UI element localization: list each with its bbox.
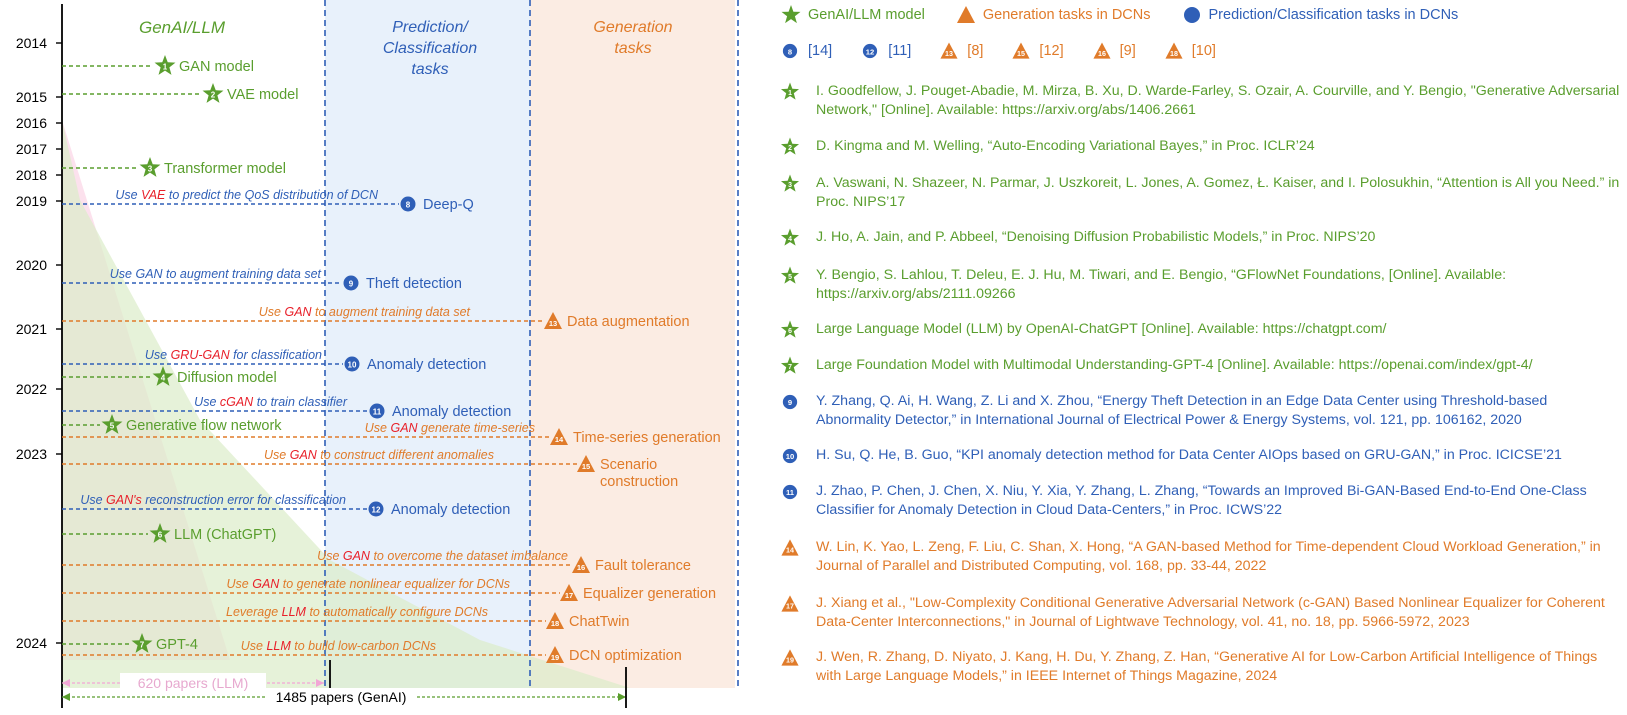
model-label: Diffusion model xyxy=(177,370,277,386)
marker-number: 9 xyxy=(787,398,793,407)
reference-text: Large Language Model (LLM) by OpenAI-ChatGPT [Online]. Available: https://chatgpt.com/ xyxy=(816,321,1387,337)
reference-text: D. Kingma and M. Welling, “Auto-Encoding Variational Bayes,” in Proc. ICLR’24 xyxy=(816,138,1315,154)
citation-ref: [14] xyxy=(808,43,833,59)
orange-marker-icon xyxy=(1011,41,1031,61)
marker-number: 3 xyxy=(788,182,792,189)
orange-marker-icon xyxy=(939,41,959,61)
reference-text: J. Zhao, P. Chen, J. Chen, X. Niu, Y. Xia, Y. Zhang, L. Zhang, “Towards an Improved Bi-GAN-Based End-to-End One-Class Classifier for Anomaly Detection in Cloud Data-Centers,” in Proc. ICWS’22 xyxy=(816,483,1587,518)
llm-papers-label: 620 papers (LLM) xyxy=(137,675,249,691)
year-label: 2014 xyxy=(15,35,47,51)
legend-genai-label: GenAI/LLM model xyxy=(808,7,925,23)
marker-number: 10 xyxy=(347,360,357,370)
generation-task-label: construction xyxy=(600,474,679,490)
marker-number: 4 xyxy=(788,236,792,243)
task-annotation: Use GAN's reconstruction error for classification xyxy=(80,493,346,507)
green-marker-icon xyxy=(780,137,800,157)
citation-ref: [12] xyxy=(1039,43,1064,59)
blue-marker-icon xyxy=(780,392,800,412)
blue-marker-icon xyxy=(863,44,877,58)
citation-item xyxy=(939,41,983,61)
marker-number: 13 xyxy=(945,50,954,58)
reference-text: Y. Zhang, Q. Ai, H. Wang, Z. Li and X. Zhou, “Energy Theft Detection in an Edge Data Center using Threshold-based Abnormality Detector,” in International Journal of Electrical Power & Energy Systems, vol. 121, pp. 106162, 2020 xyxy=(816,393,1548,428)
marker-number: 5 xyxy=(788,274,792,281)
prediction-task-label: Anomaly detection xyxy=(391,502,511,518)
timeline-diagram xyxy=(0,0,740,715)
marker-number: 7 xyxy=(139,640,145,650)
legend-panel xyxy=(780,0,1627,715)
genai-papers-label: 1485 papers (GenAI) xyxy=(275,689,407,705)
model-label: Transformer model xyxy=(164,161,286,177)
marker-number: 7 xyxy=(788,364,792,371)
reference-text: W. Lin, K. Yao, L. Zeng, F. Liu, C. Shan, X. Hong, “A GAN-based Method for Time-dependent Cloud Workload Generation,” in Journal of Parallel and Distributed Computing, vol. 168, pp. 33-44, 2022 xyxy=(816,539,1601,574)
blue-marker-icon xyxy=(370,404,385,419)
marker-number: 19 xyxy=(786,656,794,665)
orange-marker-icon xyxy=(781,539,798,555)
blue-marker-icon xyxy=(780,482,800,502)
year-label: 2016 xyxy=(15,115,47,131)
model-label: GAN model xyxy=(179,59,254,75)
marker-number: 13 xyxy=(548,319,558,328)
marker-number: 1 xyxy=(788,90,792,97)
task-annotation: Use GAN to augment training data set xyxy=(258,305,470,319)
marker-number: 12 xyxy=(371,505,381,515)
green-marker-icon xyxy=(781,357,799,374)
marker-number: 16 xyxy=(576,563,586,572)
generation-column-bg xyxy=(530,0,735,688)
model-label: LLM (ChatGPT) xyxy=(174,527,277,543)
generation-task-label: ChatTwin xyxy=(569,614,630,630)
reference-text: J. Xiang et al., "Low-Complexity Conditional Generative Adversarial Network (c-GAN) Based Nonlinear Equalizer for Coherent Data-Center Interconnections," in Journal of Lightwave Technology, vol. 41, no. 18, pp. 5966-5972, 2023 xyxy=(816,595,1605,630)
blue-circle-icon xyxy=(1181,4,1203,26)
citation-row xyxy=(780,41,1244,61)
prediction-task-label: Anomaly detection xyxy=(367,357,487,373)
column-header-genai: GenAI/LLM xyxy=(139,18,225,37)
generation-task-label: Time-series generation xyxy=(573,430,721,446)
marker-number: 8 xyxy=(405,200,411,210)
year-label: 2018 xyxy=(15,167,47,183)
marker-number: 2 xyxy=(210,90,216,100)
orange-marker-icon xyxy=(941,42,958,58)
year-label: 2017 xyxy=(15,141,47,157)
marker-number: 16 xyxy=(1097,50,1106,58)
marker-number: 11 xyxy=(785,488,795,497)
citation-ref: [10] xyxy=(1191,43,1216,59)
marker-number: 15 xyxy=(1017,50,1026,58)
marker-number: 15 xyxy=(581,462,591,471)
blue-marker-icon xyxy=(345,357,360,372)
generation-task-label: Fault tolerance xyxy=(595,558,691,574)
year-label: 2024 xyxy=(15,635,47,651)
blue-marker-icon xyxy=(783,485,797,499)
green-marker-icon xyxy=(781,321,799,338)
marker-number: 4 xyxy=(160,373,166,383)
blue-marker-icon xyxy=(780,41,800,61)
blue-marker-icon xyxy=(780,446,800,466)
marker-number: 11 xyxy=(372,407,382,417)
task-annotation: Use GAN to construct different anomalies xyxy=(264,448,494,462)
citation-ref: [11] xyxy=(888,43,912,59)
generation-task-label: DCN optimization xyxy=(569,648,682,664)
year-axis-labels xyxy=(16,35,62,651)
marker-number: 6 xyxy=(788,328,792,335)
prediction-task-label: Anomaly detection xyxy=(392,404,512,420)
green-marker-icon xyxy=(781,175,799,192)
green-marker-icon xyxy=(780,174,800,194)
legend-generation-label: Generation tasks in DCNs xyxy=(982,7,1151,23)
generation-task-label: Data augmentation xyxy=(567,314,690,330)
orange-marker-icon xyxy=(1165,42,1182,58)
orange-marker-icon xyxy=(1093,42,1110,58)
blue-marker-icon xyxy=(369,502,384,517)
marker-number: 18 xyxy=(550,619,560,628)
orange-marker-icon xyxy=(1013,42,1030,58)
reference-text: Large Foundation Model with Multimodal Understanding-GPT-4 [Online]. Available: https://openai.com/index/gpt-4/ xyxy=(816,357,1533,373)
marker-number: 14 xyxy=(554,435,564,444)
orange-marker-icon xyxy=(781,649,798,665)
citation-item xyxy=(1011,41,1063,61)
marker-number: 1 xyxy=(162,62,168,72)
orange-marker-icon xyxy=(780,594,800,614)
task-annotation: Use GAN generate time-series xyxy=(364,421,535,435)
legend-prediction-label: Prediction/Classification tasks in DCNs xyxy=(1208,7,1459,23)
blue-marker-icon xyxy=(401,197,416,212)
green-star-icon xyxy=(780,4,802,26)
marker-number: 12 xyxy=(865,47,875,57)
blue-marker-icon xyxy=(344,276,359,291)
reference-text: J. Wen, R. Zhang, D. Niyato, J. Kang, H. Du, Y. Zhang, Z. Han, “Generative AI for Low-Carbon Artificial Intelligence of Things with Large Language Models,” in IEEE Internet of Things Magazine, 2024 xyxy=(816,649,1598,684)
reference-text: J. Ho, A. Jain, and P. Abbeel, “Denoising Diffusion Probabilistic Models,” in Proc. NIPS’20 xyxy=(816,229,1376,245)
column-header-generation-1: Generation xyxy=(593,19,673,36)
green-marker-icon xyxy=(781,138,799,155)
generation-task-label: Equalizer generation xyxy=(583,586,717,602)
marker-number: 19 xyxy=(550,653,560,662)
green-marker-icon xyxy=(155,55,176,75)
citation-item xyxy=(860,41,911,61)
model-label: GPT-4 xyxy=(156,637,198,653)
task-annotation: Use GAN to generate nonlinear equalizer for DCNs xyxy=(226,577,510,591)
year-label: 2019 xyxy=(15,193,47,209)
column-header-prediction-3: tasks xyxy=(411,61,449,78)
reference-text: Y. Bengio, S. Lahlou, T. Deleu, E. J. Hu, M. Tiwari, and E. Bengio, “GFlowNet Foundations, [Online]. Available: https://arxiv.org/abs/2111.09266 xyxy=(816,267,1507,302)
green-marker-icon xyxy=(140,157,161,177)
year-label: 2021 xyxy=(15,321,47,337)
orange-marker-icon xyxy=(1164,41,1184,61)
year-label: 2015 xyxy=(15,89,47,105)
green-marker-icon xyxy=(780,82,800,102)
task-annotation: Use cGAN to train classifier xyxy=(194,395,347,409)
reference-text: A. Vaswani, N. Shazeer, N. Parmar, J. Uszkoreit, L. Jones, A. Gomez, Ł. Kaiser, and I. Polosukhin, “Attention is All you Need.” in Proc. NIPS’17 xyxy=(816,175,1620,210)
generation-task-label: Scenario xyxy=(600,457,658,473)
blue-marker-icon xyxy=(783,449,797,463)
citation-ref: [9] xyxy=(1119,43,1136,59)
prediction-task-label: Deep-Q xyxy=(423,197,474,213)
green-marker-icon xyxy=(780,356,800,376)
task-annotation: Use GRU-GAN for classification xyxy=(144,348,322,362)
marker-number: 3 xyxy=(147,164,153,174)
marker-number: 18 xyxy=(1169,50,1178,58)
green-marker-icon xyxy=(203,83,224,103)
marker-number: 2 xyxy=(788,145,792,152)
task-annotation: Use VAE to predict the QoS distribution of DCN xyxy=(115,188,378,202)
citation-item xyxy=(780,41,832,61)
citation-ref: [8] xyxy=(967,43,984,59)
year-label: 2023 xyxy=(15,446,47,462)
year-label: 2020 xyxy=(15,257,47,273)
task-annotation: Use LLM to build low-carbon DCNs xyxy=(240,639,436,653)
citation-item xyxy=(1092,41,1136,61)
reference-text: I. Goodfellow, J. Pouget-Abadie, M. Mirza, B. Xu, D. Warde-Farley, S. Ozair, A. Courville, and Y. Bengio, "Generative Adversarial Network," [Online]. Available: https://arxiv.org/abs/1406.2661 xyxy=(816,83,1620,118)
green-marker-icon xyxy=(781,229,799,246)
marker-number: 8 xyxy=(787,47,793,57)
citation-item xyxy=(1164,41,1216,61)
year-label: 2022 xyxy=(15,381,47,397)
green-marker-icon xyxy=(781,83,799,100)
marker-number: 17 xyxy=(786,602,794,611)
column-header-generation-2: tasks xyxy=(614,40,652,57)
orange-marker-icon xyxy=(1092,41,1112,61)
model-label: VAE model xyxy=(227,87,299,103)
marker-number: 10 xyxy=(785,452,795,461)
marker-number: 17 xyxy=(564,591,574,600)
marker-number: 14 xyxy=(786,546,794,555)
orange-marker-icon xyxy=(781,595,798,611)
blue-marker-icon xyxy=(783,395,797,409)
green-marker-icon xyxy=(780,320,800,340)
green-marker-icon xyxy=(781,267,799,284)
legend-row xyxy=(780,4,1458,26)
marker-number: 9 xyxy=(348,279,354,289)
orange-triangle-icon xyxy=(955,4,977,26)
blue-marker-icon xyxy=(860,41,880,61)
orange-marker-icon xyxy=(780,648,800,668)
column-header-prediction-1: Prediction/ xyxy=(392,19,468,36)
marker-number: 5 xyxy=(109,421,115,431)
task-annotation: Leverage LLM to automatically configure DCNs xyxy=(226,605,488,619)
task-annotation: Use GAN to augment training data set xyxy=(109,267,321,281)
model-label: Generative flow network xyxy=(126,418,282,434)
orange-marker-icon xyxy=(780,538,800,558)
reference-text: H. Su, Q. He, B. Guo, “KPI anomaly detection method for Data Center AIOps based on GRU-GAN,” in Proc. ICICSE’21 xyxy=(816,447,1562,463)
marker-number: 6 xyxy=(157,530,163,540)
green-marker-icon xyxy=(780,228,800,248)
column-header-prediction-2: Classification xyxy=(382,40,478,57)
task-annotation: Use GAN to overcome the dataset imbalance xyxy=(317,549,568,563)
green-marker-icon xyxy=(780,266,800,286)
prediction-task-label: Theft detection xyxy=(366,276,462,292)
blue-marker-icon xyxy=(783,44,797,58)
